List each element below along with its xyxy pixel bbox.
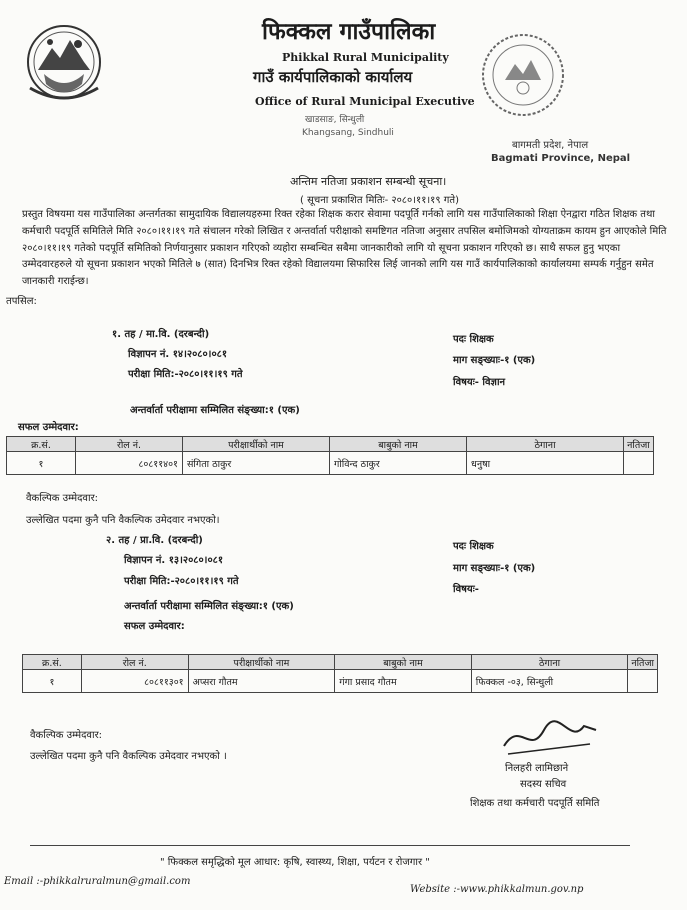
cell-father: गंगा प्रसाद गौतम (335, 670, 472, 693)
table-row (23, 670, 658, 693)
address-en: Khangsang, Sindhuli (302, 128, 394, 138)
office-seal-icon (475, 30, 571, 120)
cell-address: धनुषा (467, 452, 624, 475)
table-row (7, 452, 654, 475)
col-name: परीक्षार्थीको नाम (183, 437, 330, 452)
col-father: बाबुको नाम (330, 437, 467, 452)
tapsil-label: तपसिल: (6, 296, 37, 307)
cell-roll: ८०८११४०१ (76, 452, 183, 475)
sec1-ad-no: विज्ञापन नं. १४।२०८०।०८१ (128, 349, 228, 360)
signatory-role: सदस्य सचिव (520, 779, 567, 790)
sec2-alt-note: उल्लेखित पदमा कुनै पनि वैकल्पिक उमेदवार नभएको । (30, 751, 227, 762)
sec1-success-label: सफल उम्मेदवार: (18, 422, 79, 433)
sec2-exam-date: परीक्षा मिति:-२०८०।११।१९ गते (124, 576, 239, 587)
result-table-1 (6, 436, 654, 475)
sec1-demand: माग सङ्ख्याः-१ (एक) (453, 355, 536, 366)
province-np: बागमती प्रदेश, नेपाल (512, 140, 589, 151)
signatory-name: निलहरी लामिछाने (505, 763, 569, 774)
cell-name: अप्सरा गौतम (188, 670, 335, 693)
col-father: बाबुको नाम (335, 655, 472, 670)
sec1-subject: विषयः- विज्ञान (453, 377, 506, 388)
sec1-exam-date: परीक्षा मिति:-२०८०।११।१९ गते (128, 369, 243, 380)
cell-result (628, 670, 658, 693)
sec2-ad-no: विज्ञापन नं. १३।२०८०।०८१ (124, 555, 224, 566)
footer-motto: " फिक्कल समृद्धिको मूल आधार: कृषि, स्वास्थ्य, शिक्षा, पर्यटन र रोजगार " (160, 857, 430, 868)
address-np: खाडसाङ, सिन्धुली (305, 115, 365, 125)
cell-name: संगिता ठाकुर (183, 452, 330, 475)
sec2-alt-label: वैकल्पिक उम्मेदवार: (30, 730, 103, 741)
nepal-emblem-icon (24, 22, 104, 106)
notice-published-date: ( सूचना प्रकाशित मितिः- २०८०।११।१९ गते) (300, 195, 459, 206)
sec1-alt-note: उल्लेखित पदमा कुनै पनि वैकल्पिक उमेदवार नभएको। (26, 515, 220, 526)
notice-title: अन्तिम नतिजा प्रकाशन सम्बन्धी सूचना। (290, 175, 447, 188)
cell-result (624, 452, 654, 475)
table-header-row (23, 655, 658, 670)
sec1-level: १. तह / मा.वि. (दरबन्दी) (112, 329, 210, 340)
sec2-success-label: सफल उम्मेदवार: (124, 621, 185, 632)
col-roll: रोल नं. (81, 655, 188, 670)
office-name-en: Office of Rural Municipal Executive (255, 95, 475, 108)
footer-website[interactable]: Website :-www.phikkalmun.gov.np (410, 884, 584, 895)
cell-father: गोविन्द ठाकुर (330, 452, 467, 475)
cell-roll: ८०८११३०१ (81, 670, 188, 693)
col-address: ठेगाना (471, 655, 628, 670)
cell-sn: १ (23, 670, 82, 693)
sec2-demand: माग सङ्ख्याः-१ (एक) (453, 563, 536, 574)
sec1-post: पदः शिक्षक (453, 334, 494, 345)
municipality-name-np: फिक्कल गाउँपालिका (262, 19, 436, 45)
col-result: नतिजा (624, 437, 654, 452)
col-sn: क्र.सं. (7, 437, 76, 452)
committee-name: शिक्षक तथा कर्मचारी पदपूर्ति समिति (470, 798, 600, 809)
sec2-level: २. तह / प्रा.वि. (दरबन्दी) (106, 535, 203, 546)
col-sn: क्र.सं. (23, 655, 82, 670)
col-roll: रोल नं. (76, 437, 183, 452)
col-name: परीक्षार्थीको नाम (188, 655, 335, 670)
sec1-alt-label: वैकल्पिक उम्मेदवार: (26, 493, 99, 504)
province-en: Bagmati Province, Nepal (491, 153, 631, 164)
cell-address: फिक्कल -०३, सिन्धुली (471, 670, 628, 693)
result-table-2 (22, 654, 658, 693)
footer-email[interactable]: Email :-phikkalruralmun@gmail.com (4, 876, 191, 887)
sec2-interview-count: अन्तर्वार्ता परीक्षामा सम्मिलित संङ्ख्या:१ (एक) (124, 601, 294, 612)
table-header-row (7, 437, 654, 452)
office-name-np: गाउँ कार्यपालिकाको कार्यालय (253, 68, 413, 86)
notice-body: प्रस्तुत विषयमा यस गाउँपालिका अन्तर्गतका सामुदायिक विद्यालयहरुमा रिक्त रहेका शिक्षक करार सेवामा पदपूर्ति गर्नको लागि यस गाउँपालिकाको शिक्षा ऐनद्वारा गठित शिक्षक तथा कर्मचारी पदपूर्ति समितिले मिति २०८०।११।१९ गते संचालन गरेको लिखित र अन्तर्वार्ता परीक्षाको समष्टिगत नतिजा अनुसार तपसिल बमोजिमको योग्यताक्रम कायम हुन आएकोले मिति २०८०।११।१९ गतेको पदपूर्ति समितिको निर्णयानुसार प्रकाशन गरिएको व्यहोरा सम्बन्धित सबैमा जानकारीको लागि यो सूचना प्रकाशन गरिएको छ। साथै सफल हुनु भएका उम्मेदवारहरुले यो सूचना प्रकाशन भएको मितिले ७ (सात) दिनभित्र रिक्त रहेको विद्यालयमा सिफारिस लिई जानको लागि यस गाउँ कार्यपालिकाको कार्यालयमा सम्पर्क गर्नुहुन समेत जानकारी गराईन्छ। (22, 209, 667, 288)
cell-sn: १ (7, 452, 76, 475)
footer-divider (30, 845, 630, 846)
sec2-subject: विषयः- (453, 584, 479, 595)
sec2-post: पदः शिक्षक (453, 541, 494, 552)
signature-scribble-icon (500, 716, 600, 758)
sec1-interview-count: अन्तर्वार्ता परीक्षामा सम्मिलित संङ्ख्या:१ (एक) (130, 405, 300, 416)
col-result: नतिजा (628, 655, 658, 670)
col-address: ठेगाना (467, 437, 624, 452)
municipality-name-en: Phikkal Rural Municipality (282, 51, 449, 64)
